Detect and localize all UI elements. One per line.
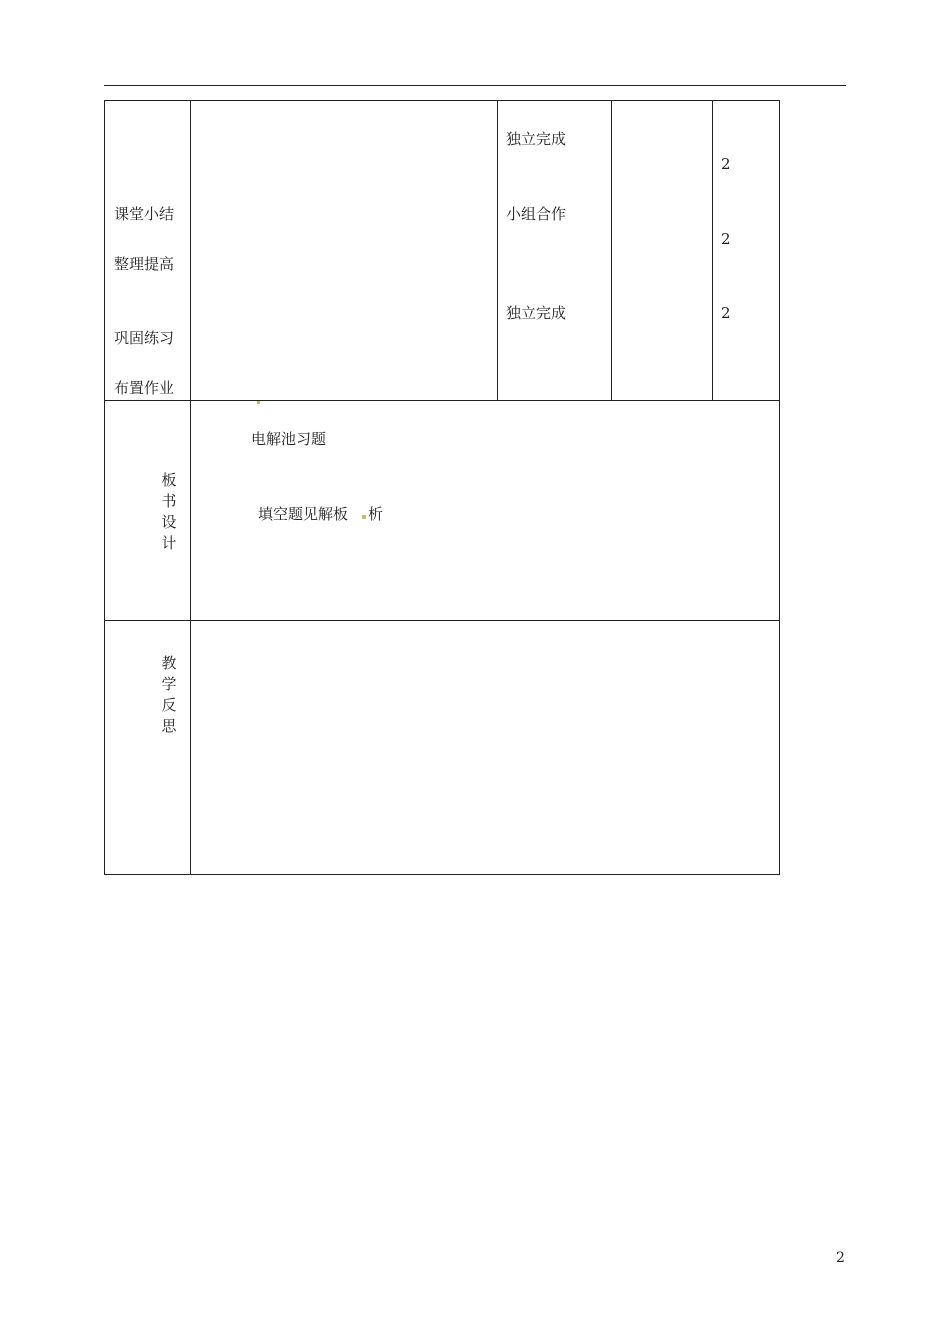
minutes-2: 2 (721, 230, 731, 248)
stage-practice: 巩固练习 (114, 329, 175, 347)
stage-summary: 课堂小结 (114, 205, 175, 223)
board-note: 填空题见解板 析 (258, 505, 384, 523)
page-number: 2 (836, 1250, 845, 1266)
reflection-heading: 教 学 反 思 (161, 654, 177, 735)
col-divider-label (190, 100, 191, 875)
col-divider-blank (611, 100, 612, 400)
lesson-table (104, 100, 780, 875)
minutes-3: 2 (721, 304, 731, 322)
row-divider-1 (104, 400, 780, 401)
board-title: 电解池习题 (251, 430, 327, 448)
col-divider-activity (497, 100, 498, 400)
stage-homework: 布置作业 (114, 379, 175, 397)
board-design-heading: 板 书 设 计 (161, 471, 177, 552)
minutes-1: 2 (721, 155, 731, 173)
stage-consolidate: 整理提高 (114, 255, 175, 273)
activity-independent-2: 独立完成 (506, 304, 567, 322)
activity-group: 小组合作 (506, 205, 567, 223)
artifact-dot (257, 401, 260, 404)
row-divider-2 (104, 620, 780, 621)
header-rule (104, 85, 846, 86)
activity-independent-1: 独立完成 (506, 130, 567, 148)
col-divider-minutes (712, 100, 713, 400)
